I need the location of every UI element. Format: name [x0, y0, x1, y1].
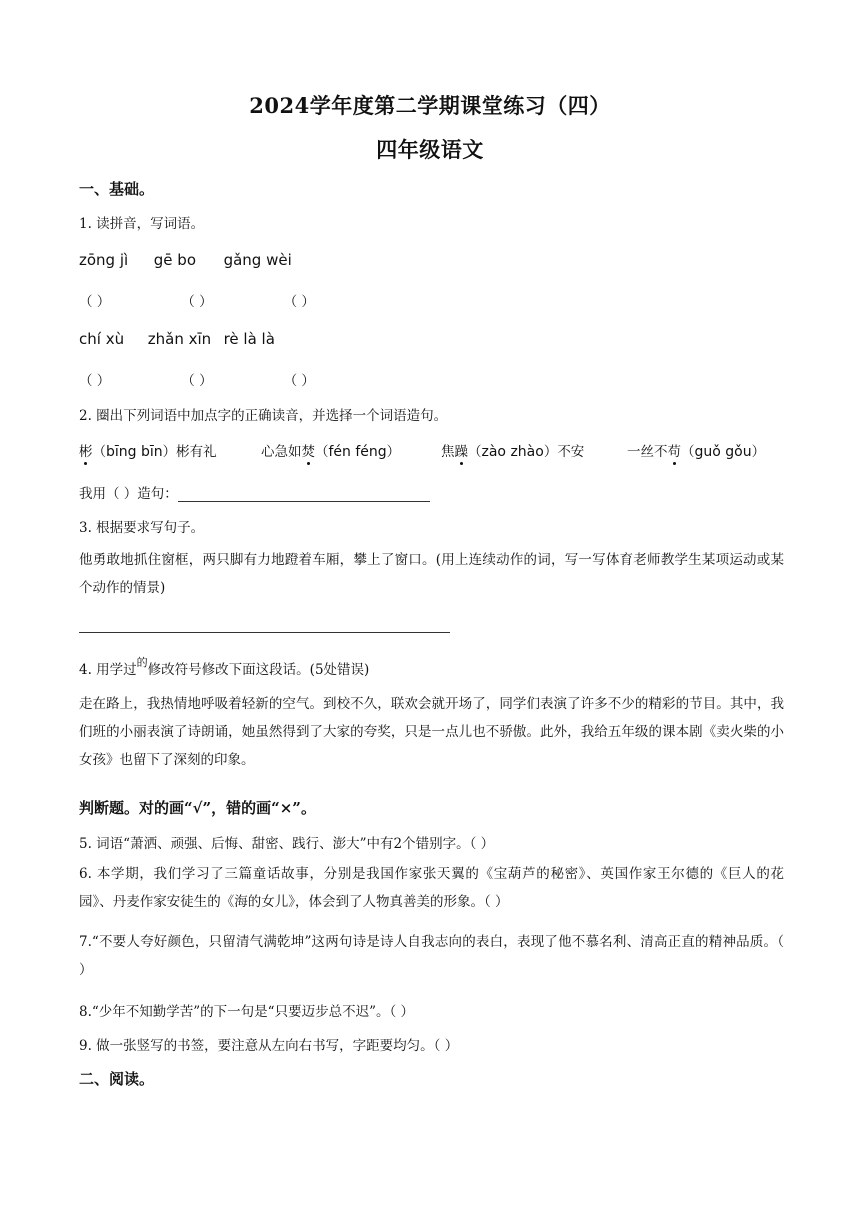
pinyin-row-1	[79, 251, 292, 269]
word-prefix: 一丝不	[627, 444, 668, 460]
question-7: 7.“不要人夸好颜色，只留清气满乾坤”这两句诗是诗人自我志向的表白，表现了他不慕名利、清高正直的精神品质。（ ）	[79, 934, 784, 978]
answer-blanks-row-2	[79, 369, 382, 389]
word-choice-4: 一丝不苟（guǒ gǒu）	[627, 444, 766, 460]
dotted-character: 焚	[301, 444, 315, 460]
pinyin-options[interactable]: fén féng	[328, 444, 387, 460]
page-title: 2024学年度第二学期课堂练习（四）	[249, 93, 611, 118]
question-4-prompt	[79, 658, 369, 678]
question-3-text: 他勇敢地抓住窗框，两只脚有力地蹬着车厢，攀上了窗口。(用上连续动作的词，写一写体育老师教学生某项运动或某个动作的情景)	[79, 552, 784, 596]
question-2-words	[79, 440, 799, 462]
question-4-prompt-start: 4. 用学过	[79, 662, 137, 678]
dotted-character: 躁	[454, 444, 468, 460]
question-3-answer-line[interactable]	[79, 632, 450, 633]
answer-blank[interactable]: （ ）	[79, 294, 111, 310]
sentence-line	[79, 482, 430, 502]
pinyin-item: zhǎn xīn	[147, 330, 212, 348]
dotted-character: 彬	[79, 444, 93, 460]
word-choice-1: 彬（bīng bīn）彬有礼	[79, 444, 217, 460]
sentence-answer-line[interactable]	[178, 487, 430, 502]
word-rest: 彬有礼	[176, 444, 217, 460]
pinyin-item: gǎng wèi	[223, 251, 292, 269]
answer-blank[interactable]: （ ）	[181, 294, 213, 310]
answer-blank[interactable]: （ ）	[181, 373, 213, 389]
word-prefix: 心急如	[261, 444, 302, 460]
word-choice-2: 心急如焚（fén féng）	[261, 444, 401, 460]
pinyin-options[interactable]: guǒ gǒu	[694, 444, 752, 460]
question-4-prompt-small: 的	[136, 656, 148, 669]
question-5: 5. 词语“萧洒、顽强、后悔、甜密、践行、澎大”中有2个错别字。（ ）	[79, 836, 495, 852]
question-4-passage: 走在路上，我热情地呼吸着轻新的空气。到校不久，联欢会就开场了，同学们表演了许多不少的精彩的节目。其中，我们班的小丽表演了诗朗诵，她虽然得到了大家的夸奖，只是一点儿也不骄傲。此外，我给五年级的课本剧《卖火柴的小女孩》也留下了深刻的印象。	[79, 696, 784, 768]
answer-blank[interactable]: （ ）	[79, 373, 111, 389]
question-2-prompt: 2. 圈出下列词语中加点字的正确读音，并选择一个词语造句。	[79, 408, 448, 424]
question-4-prompt-end: 修改符号修改下面这段话。(5处错误)	[147, 662, 370, 678]
question-8: 8.“少年不知勤学苦”的下一句是“只要迈步总不迟”。（ ）	[79, 1004, 415, 1020]
question-6: 6. 本学期，我们学习了三篇童话故事，分别是我国作家张天翼的《宝葫芦的秘密》、英国作家王尔德的《巨人的花园》、丹麦作家安徒生的《海的女儿》，体会到了人物真善美的形象。（ ）	[79, 866, 784, 910]
judge-section-heading: 判断题。对的画“√”，错的画“×”。	[79, 799, 316, 817]
pinyin-item: gē bo	[153, 251, 196, 269]
answer-blank[interactable]: （ ）	[283, 373, 315, 389]
word-choice-3: 焦躁（zào zhào）不安	[441, 444, 585, 460]
question-1-prompt: 1. 读拼音，写词语。	[79, 216, 205, 232]
dotted-character: 苟	[667, 444, 681, 460]
question-9: 9. 做一张竖写的书签，要注意从左向右书写，字距要均匀。（ ）	[79, 1038, 459, 1054]
answer-blank[interactable]: （ ）	[283, 294, 315, 310]
pinyin-options[interactable]: zào zhào	[481, 444, 544, 460]
word-rest: 不安	[557, 444, 585, 460]
page-subtitle: 四年级语文	[376, 137, 484, 162]
pinyin-options[interactable]: bīng bīn	[106, 444, 163, 460]
word-prefix: 焦	[441, 444, 455, 460]
sentence-prefix: 我用（ ）造句：	[79, 486, 178, 502]
section-heading-basics: 一、基础。	[79, 180, 155, 198]
pinyin-item: rè là là	[223, 330, 275, 348]
pinyin-row-2	[79, 330, 275, 348]
answer-blanks-row-1	[79, 290, 382, 310]
pinyin-item: chí xù	[79, 330, 125, 348]
pinyin-item: zōng jì	[79, 251, 129, 269]
section-heading-reading: 二、阅读。	[79, 1070, 155, 1088]
question-3-prompt: 3. 根据要求写句子。	[79, 520, 205, 536]
